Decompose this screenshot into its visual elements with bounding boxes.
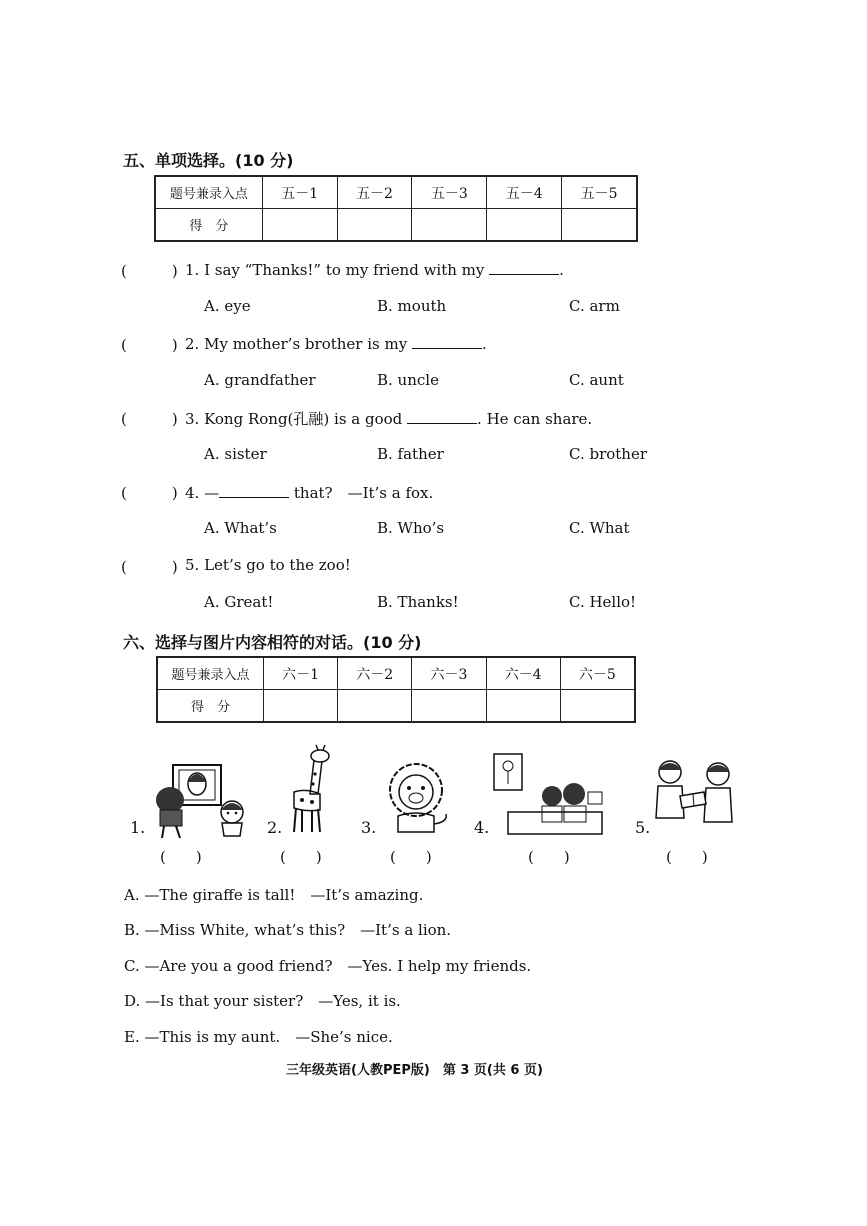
option-a: A. eye bbox=[204, 297, 251, 315]
table-col: 五－2 bbox=[337, 176, 412, 209]
picture-number: 5. bbox=[635, 818, 651, 837]
score-cell[interactable] bbox=[338, 690, 412, 723]
table-col: 六－4 bbox=[486, 657, 560, 690]
score-cell[interactable] bbox=[486, 690, 560, 723]
table-score-label: 得 分 bbox=[155, 209, 262, 242]
answer-blank[interactable] bbox=[412, 334, 482, 349]
answer-paren[interactable]: ( ) bbox=[121, 410, 178, 428]
table-col: 六－3 bbox=[412, 657, 486, 690]
question-stem-end: that? —It’s a fox. bbox=[293, 484, 434, 502]
score-cell[interactable] bbox=[412, 690, 486, 723]
lion-icon bbox=[378, 760, 454, 836]
picture-answer-paren[interactable]: ( ) bbox=[666, 848, 708, 866]
question-stem: My mother’s brother is my bbox=[204, 335, 408, 353]
section5-title: 五、单项选择。(10 分) bbox=[123, 151, 294, 170]
option-b: B. Who’s bbox=[377, 519, 445, 537]
question-stem: — bbox=[204, 484, 220, 502]
answer-paren[interactable]: ( ) bbox=[121, 336, 178, 354]
picture-answer-paren[interactable]: ( ) bbox=[280, 848, 322, 866]
question-stem-end: . He can share. bbox=[477, 410, 593, 428]
children-on-sofa-icon bbox=[490, 752, 608, 836]
dialogue-c: C. —Are you a good friend? —Yes. I help my friends. bbox=[124, 957, 532, 975]
table-col: 五－1 bbox=[262, 176, 337, 209]
option-a: A. sister bbox=[204, 445, 267, 463]
option-a: A. What’s bbox=[204, 519, 277, 537]
picture-number: 2. bbox=[267, 818, 283, 837]
table-label: 题号兼录入点 bbox=[157, 657, 263, 690]
answer-paren[interactable]: ( ) bbox=[121, 484, 178, 502]
section6-title: 六、选择与图片内容相符的对话。(10 分) bbox=[123, 633, 422, 652]
section5-score-table bbox=[154, 175, 638, 242]
question-1 bbox=[185, 260, 564, 279]
question-stem-end: . bbox=[559, 261, 564, 279]
answer-blank[interactable] bbox=[407, 409, 477, 424]
question-5 bbox=[185, 556, 351, 574]
girl-with-portrait-icon bbox=[148, 760, 258, 840]
score-cell[interactable] bbox=[487, 209, 562, 242]
dialogue-a: A. —The giraffe is tall! —It’s amazing. bbox=[124, 886, 424, 904]
question-2 bbox=[185, 334, 487, 353]
score-cell[interactable] bbox=[562, 209, 637, 242]
option-c: C. Hello! bbox=[569, 593, 637, 611]
dialogue-d: D. —Is that your sister? —Yes, it is. bbox=[124, 992, 401, 1010]
table-col: 五－3 bbox=[412, 176, 487, 209]
option-a: A. grandfather bbox=[204, 371, 316, 389]
question-number: 1. bbox=[185, 261, 200, 279]
table-col: 六－2 bbox=[338, 657, 412, 690]
table-label: 题号兼录入点 bbox=[155, 176, 262, 209]
answer-blank[interactable] bbox=[219, 483, 289, 498]
option-c: C. aunt bbox=[569, 371, 624, 389]
question-3 bbox=[185, 408, 592, 429]
question-stem-end: . bbox=[481, 335, 487, 353]
table-col: 五－5 bbox=[562, 176, 637, 209]
table-score-label: 得 分 bbox=[157, 690, 263, 723]
option-c: C. What bbox=[569, 519, 630, 537]
table-col: 六－5 bbox=[560, 657, 635, 690]
question-number: 4. bbox=[185, 484, 200, 502]
option-c: C. brother bbox=[569, 445, 648, 463]
question-stem: Kong Rong(孔融) is a good bbox=[204, 410, 403, 428]
option-c: C. arm bbox=[569, 297, 620, 315]
picture-number: 3. bbox=[361, 818, 377, 837]
picture-answer-paren[interactable]: ( ) bbox=[528, 848, 570, 866]
picture-answer-paren[interactable]: ( ) bbox=[160, 848, 202, 866]
dialogue-e: E. —This is my aunt. —She’s nice. bbox=[124, 1028, 393, 1046]
answer-paren[interactable]: ( ) bbox=[121, 558, 178, 576]
option-b: B. Thanks! bbox=[377, 593, 459, 611]
table-col: 五－4 bbox=[487, 176, 562, 209]
question-4 bbox=[185, 482, 433, 503]
answer-blank[interactable] bbox=[489, 260, 559, 275]
option-b: B. mouth bbox=[377, 297, 447, 315]
giraffe-icon bbox=[282, 744, 342, 836]
question-stem: I say “Thanks!” to my friend with my bbox=[204, 261, 485, 279]
dialogue-b: B. —Miss White, what’s this? —It’s a lion. bbox=[124, 921, 452, 939]
score-cell[interactable] bbox=[412, 209, 487, 242]
question-number: 3. bbox=[185, 410, 200, 428]
picture-number: 1. bbox=[130, 818, 146, 837]
girls-sharing-book-icon bbox=[648, 756, 740, 836]
option-a: A. Great! bbox=[204, 593, 274, 611]
picture-answer-paren[interactable]: ( ) bbox=[390, 848, 432, 866]
score-cell[interactable] bbox=[337, 209, 412, 242]
score-cell[interactable] bbox=[560, 690, 635, 723]
answer-paren[interactable]: ( ) bbox=[121, 262, 178, 280]
question-stem: Let’s go to the zoo! bbox=[204, 556, 351, 574]
picture-number: 4. bbox=[474, 818, 490, 837]
score-cell[interactable] bbox=[262, 209, 337, 242]
question-number: 2. bbox=[185, 335, 200, 353]
option-b: B. father bbox=[377, 445, 444, 463]
score-cell[interactable] bbox=[263, 690, 337, 723]
section6-score-table bbox=[156, 656, 636, 723]
page-footer: 三年级英语(人教PEP版) 第 3 页(共 6 页) bbox=[286, 1063, 543, 1078]
table-col: 六－1 bbox=[263, 657, 337, 690]
question-number: 5. bbox=[185, 556, 200, 574]
option-b: B. uncle bbox=[377, 371, 439, 389]
